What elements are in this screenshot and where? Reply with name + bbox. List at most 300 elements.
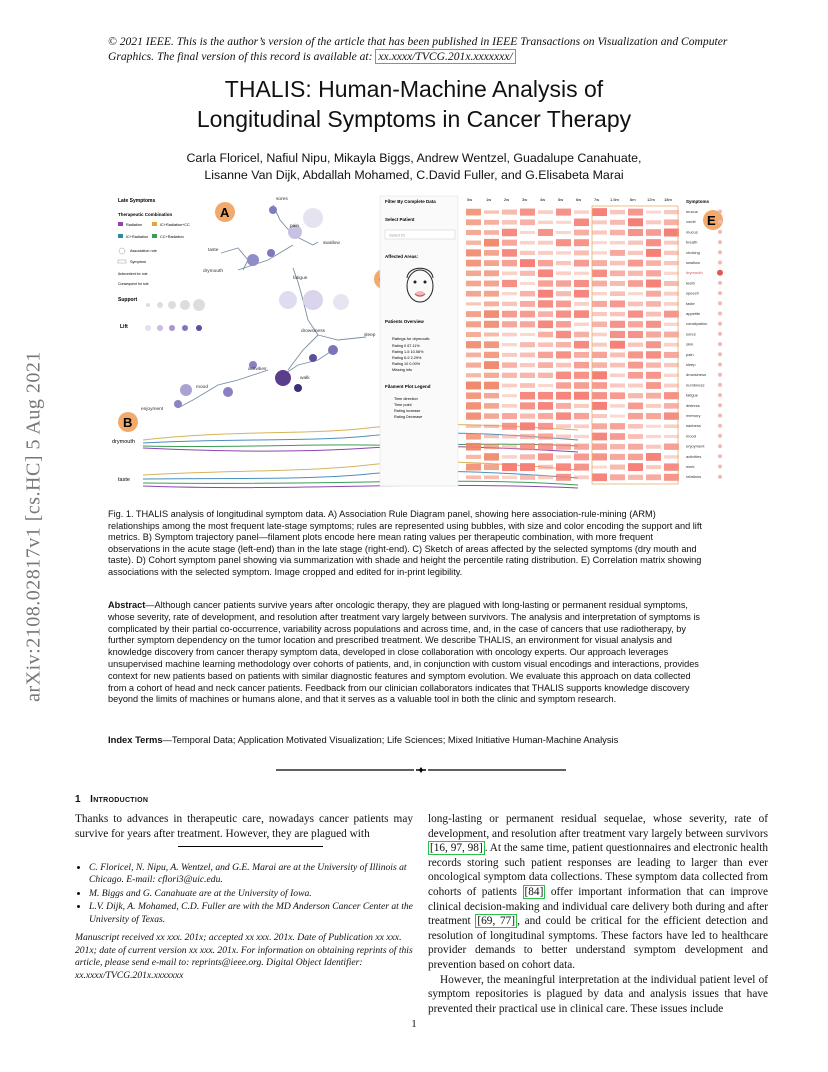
affiliation-notes xyxy=(75,862,413,927)
heatmap-cell xyxy=(610,210,625,214)
filament-time-direction: Time direction xyxy=(394,397,418,401)
correlation-dot xyxy=(717,270,723,276)
heatmap-cell xyxy=(664,332,679,338)
heatmap-cell xyxy=(556,363,571,368)
rating-10: Rating 10 0.00% xyxy=(392,362,421,366)
heatmap-cell xyxy=(484,361,499,369)
heatmap-cell xyxy=(628,310,643,317)
symptom-label[interactable]: fatigue xyxy=(686,392,699,398)
heatmap-cell xyxy=(520,321,535,327)
symptom-label[interactable]: enjoyment xyxy=(686,443,705,449)
correlation-dot xyxy=(718,301,722,305)
correlation-dot xyxy=(718,352,722,356)
symptom-label[interactable]: constipation xyxy=(686,321,708,327)
heatmap-cell xyxy=(610,352,625,357)
heatmap-cell xyxy=(628,331,643,338)
time-col: 7w xyxy=(594,197,600,202)
symptom-label[interactable]: mucus xyxy=(686,209,698,214)
heatmap-cell xyxy=(466,209,481,216)
correlation-dot xyxy=(718,475,722,479)
heatmap-cell xyxy=(502,271,517,275)
heatmap-cell xyxy=(628,280,643,287)
authors-line-1: Carla Floricel, Nafiul Nipu, Mikayla Biggs, Andrew Wentzel, Guadalupe Canahuate, xyxy=(186,151,642,165)
heatmap-cell xyxy=(466,402,481,409)
figure-caption: Fig. 1. THALIS analysis of longitudinal symptom data. A) Association Rule Diagram panel, showing here association-rule-mining (ARM) relationships among the most frequent late-stage symptoms; rules are represented using bubbles, with size and color encoding the support and lift metrics. B) Symptom trajectory panel—filament plots encode here mean rating values per therapeutic combination, with more frequent observations in the acute stage (left-end) than in the late stage (right-end). C) Sketch of areas affected by the selected symptoms (dry mouth and taste). D) Cohort symptom panel showing via summarization with shade and height the percentile rating distribution. E) Correlation matrix showing associations with the selected symptom. Image cropped and edited for in-print legibility. xyxy=(108,509,702,577)
heatmap-cell xyxy=(502,249,517,257)
heatmap-cell xyxy=(664,424,679,428)
filament-rating-decrease: Rating Decrease xyxy=(394,415,423,419)
heatmap-cell xyxy=(592,230,607,234)
heatmap-cell xyxy=(484,475,499,479)
heatmap-cell xyxy=(538,402,553,410)
heatmap-cell xyxy=(466,475,481,479)
doi-link[interactable]: xx.xxxx/TVCG.201x.xxxxxxx/ xyxy=(375,49,515,64)
heatmap-cell xyxy=(502,353,517,357)
heatmap-cell xyxy=(538,384,553,387)
lift-label: Lift xyxy=(120,324,128,330)
heatmap-cell xyxy=(502,413,517,419)
heatmap-cell xyxy=(466,373,481,377)
heatmap-cell xyxy=(484,341,499,348)
heatmap-cell xyxy=(466,271,481,277)
heatmap-cell xyxy=(466,341,481,348)
heatmap-cell xyxy=(592,362,607,368)
time-col: 4w xyxy=(540,197,546,202)
heatmap-cell xyxy=(484,260,499,266)
heatmap-cell xyxy=(556,239,571,246)
heatmap-cell xyxy=(574,435,589,438)
symptom-label[interactable]: sadness xyxy=(686,423,701,429)
heatmap-cell xyxy=(610,474,625,480)
heatmap-cell xyxy=(592,433,607,441)
heatmap-cell xyxy=(664,443,679,449)
heatmap-cell xyxy=(466,321,481,327)
heatmap-cell xyxy=(646,341,661,348)
correlation-dot xyxy=(718,383,722,387)
para-text: offer important information that can improve clinical decision-making and individual care delivery both during and after treatment xyxy=(428,885,769,928)
support-label: Support xyxy=(118,297,138,303)
affiliation-note: • M. Biggs and G. Canahuate are at the University of Iowa. xyxy=(89,888,413,900)
heatmap-cell xyxy=(592,473,607,481)
heatmap-cell xyxy=(538,433,553,439)
rating-0: Rating 0 67.11% xyxy=(392,344,420,348)
heatmap-cell xyxy=(556,455,571,458)
correlation-dot xyxy=(718,363,722,367)
symptom-label[interactable]: taste xyxy=(686,300,695,306)
symptom-label[interactable]: activities xyxy=(686,453,702,459)
heatmap-cell xyxy=(610,423,625,429)
heatmap-cell xyxy=(520,454,535,459)
heatmap-cell xyxy=(556,412,571,419)
correlation-dot xyxy=(718,261,722,265)
heatmap-cell xyxy=(538,342,553,347)
node-drowsiness: drowsiness xyxy=(301,329,325,334)
heatmap-cell xyxy=(556,221,571,224)
section-number: 1 xyxy=(75,794,81,805)
heatmap-cell xyxy=(628,229,643,236)
ratings-title: Ratings for drymouth: xyxy=(392,336,431,341)
legend-swatch-ic-rad xyxy=(118,234,123,238)
heatmap-cell xyxy=(592,322,607,327)
heatmap-cell xyxy=(538,352,553,358)
heatmap-cell xyxy=(628,454,643,460)
heatmap-cell xyxy=(646,291,661,297)
heatmap-cell xyxy=(574,392,589,400)
heatmap-cell xyxy=(484,210,499,213)
correlation-dot xyxy=(718,424,722,428)
heatmap-cell xyxy=(520,443,535,450)
heatmap-cell xyxy=(538,241,553,245)
heatmap-cell xyxy=(574,332,589,338)
heatmap-cell xyxy=(646,465,661,469)
heatmap-cell xyxy=(538,453,553,460)
heatmap-cell xyxy=(610,220,625,225)
heatmap-cell xyxy=(556,372,571,379)
heatmap-cell xyxy=(592,281,607,287)
heatmap-cell xyxy=(502,333,517,337)
symptom-label[interactable]: appetite xyxy=(686,311,701,316)
heatmap-cell xyxy=(466,260,481,267)
symptom-label[interactable]: relations xyxy=(686,474,702,480)
heatmap-cell xyxy=(610,465,625,470)
heatmap-cell xyxy=(502,229,517,237)
para-text: However, the meaningful interpretation at the individual patient level of symptom repositories is plagued by data and analysis issues that have prevented their practical use in clinical care. These issues include xyxy=(428,973,768,1015)
time-col: 12m xyxy=(647,197,655,202)
heatmap-cell xyxy=(628,271,643,276)
heatmap-cell xyxy=(610,383,625,387)
citation-link[interactable]: [84] xyxy=(524,885,544,898)
teaser-figure xyxy=(108,190,716,495)
heatmap-cell xyxy=(628,424,643,429)
heatmap-cell xyxy=(520,353,535,358)
symptoms-title: Symptoms xyxy=(686,199,710,204)
patients-overview-title: Patients Overview xyxy=(385,319,424,324)
symptom-label[interactable]: memory xyxy=(686,413,701,418)
heatmap-cell xyxy=(646,312,661,317)
heatmap-cell xyxy=(664,463,679,470)
heatmap-cell xyxy=(484,270,499,276)
heatmap-cell xyxy=(556,310,571,317)
heatmap-cell xyxy=(646,239,661,246)
heatmap-cell xyxy=(592,444,607,450)
time-col: 6m xyxy=(630,197,636,202)
heatmap-cell xyxy=(520,402,535,409)
heatmap-cell xyxy=(610,363,625,368)
copyright-notice xyxy=(108,34,738,64)
heatmap-cell xyxy=(502,423,517,430)
heatmap-cell xyxy=(556,444,571,450)
section-separator xyxy=(276,767,566,773)
heatmap-cell xyxy=(592,260,607,266)
heatmap-cell xyxy=(646,331,661,337)
footnote-rule xyxy=(178,846,323,847)
heatmap-cell xyxy=(664,261,679,265)
legend-ic-rad-cc: IC+Radiation+CC xyxy=(160,223,190,227)
node-walk: walk xyxy=(300,376,310,381)
cohort-side-panel xyxy=(380,196,458,486)
heatmap-cell xyxy=(574,454,589,461)
symptom-label[interactable]: breath xyxy=(686,239,698,245)
correlation-dot xyxy=(718,444,722,448)
symptom-label[interactable]: teeth xyxy=(686,280,695,286)
legend-cc-rad: CC+Radiation xyxy=(160,235,184,239)
heatmap-cell xyxy=(610,341,625,349)
heatmap-cell xyxy=(646,211,661,214)
heatmap-cell xyxy=(574,250,589,255)
heatmap-cell xyxy=(484,464,499,470)
section-title: Introduction xyxy=(90,794,149,805)
heatmap-cell xyxy=(592,270,607,277)
heatmap-cell xyxy=(574,219,589,227)
heatmap-cell xyxy=(574,230,589,236)
heatmap-cell xyxy=(610,331,625,338)
heatmap-cell xyxy=(646,270,661,276)
heatmap-cell xyxy=(592,371,607,379)
heatmap-cell xyxy=(574,372,589,379)
para-text: , and could be critical for the efficient detection and resolution of longitudinal symptoms. These factors have led to healthcare provider demands to better understand symptom development and prevention based on cohort data. xyxy=(428,915,768,971)
heatmap-cell xyxy=(610,230,625,236)
heatmap-cell xyxy=(610,312,625,316)
heatmap-cell xyxy=(664,412,679,419)
heatmap-cell xyxy=(574,382,589,389)
symptom-label[interactable]: vomit xyxy=(686,219,696,225)
heatmap-cell xyxy=(556,474,571,481)
heatmap-cell xyxy=(502,445,517,449)
heatmap-cell xyxy=(466,302,481,305)
heatmap-cell xyxy=(592,402,607,410)
heatmap-cell xyxy=(484,403,499,409)
heatmap-cell xyxy=(628,251,643,255)
heatmap-cell xyxy=(574,362,589,368)
heatmap-cell xyxy=(466,291,481,297)
panel-letter-e: E xyxy=(707,213,716,228)
heatmap-cell xyxy=(502,292,517,295)
heatmap-cell xyxy=(466,433,481,439)
citation-link[interactable]: [69, 77] xyxy=(477,915,516,928)
heatmap-cell xyxy=(664,455,679,458)
heatmap-cell xyxy=(538,300,553,307)
heatmap-cell xyxy=(628,463,643,471)
traj-label-taste: taste xyxy=(118,477,130,483)
heatmap-cell xyxy=(592,220,607,224)
heatmap-cell xyxy=(502,455,517,458)
heatmap-cell xyxy=(628,343,643,347)
heatmap-cell xyxy=(466,219,481,225)
heatmap-cell xyxy=(502,321,517,327)
heatmap-cell xyxy=(664,343,679,347)
filament-rating-increase: Rating increase xyxy=(394,409,421,413)
heatmap-cell xyxy=(466,455,481,459)
correlation-dot xyxy=(718,393,722,397)
panel-letter-a: A xyxy=(220,205,230,220)
index-terms-label: Index Terms xyxy=(108,734,163,745)
symptom-label[interactable]: skin xyxy=(686,341,694,347)
heatmap-cell xyxy=(628,403,643,410)
heatmap-cell xyxy=(628,292,643,295)
heatmap-cell xyxy=(484,373,499,378)
correlation-dot xyxy=(718,312,722,316)
affected-areas-label: Affected Areas: xyxy=(385,254,419,259)
title-line-1: THALIS: Human-Machine Analysis of xyxy=(224,76,604,102)
symptom-label[interactable]: numbness xyxy=(686,382,705,388)
heatmap-cell xyxy=(646,321,661,328)
heatmap-cell xyxy=(592,251,607,254)
heatmap-cell xyxy=(502,260,517,266)
heatmap-cell xyxy=(664,281,679,286)
heatmap-cell xyxy=(574,464,589,471)
heatmap-cell xyxy=(466,443,481,451)
heatmap-cell xyxy=(628,434,643,439)
heatmap-cell xyxy=(556,342,571,347)
symptom-label[interactable]: sleep xyxy=(686,362,696,367)
heatmap-cell xyxy=(520,251,535,255)
heatmap-cell xyxy=(520,271,535,276)
heatmap-cell xyxy=(538,362,553,368)
heatmap-cell xyxy=(484,321,499,328)
heatmap-cell xyxy=(484,425,499,429)
heatmap-cell xyxy=(502,311,517,318)
heatmap-cell xyxy=(628,362,643,369)
filter-title: Filter By Complete Data xyxy=(385,199,436,204)
legend-symptom: Symptom xyxy=(130,260,147,264)
node-sleep: sleep xyxy=(364,333,376,338)
heatmap-cell xyxy=(466,311,481,317)
heatmap-cell xyxy=(646,280,661,288)
heatmap-cell xyxy=(484,413,499,418)
heatmap-cell xyxy=(646,404,661,408)
heatmap-cell xyxy=(646,362,661,367)
heatmap-cell xyxy=(484,444,499,449)
heatmap-cell xyxy=(574,302,589,306)
heatmap-cell xyxy=(466,353,481,358)
heatmap-cell xyxy=(574,260,589,267)
correlation-dot xyxy=(718,220,722,224)
heatmap-cell xyxy=(466,425,481,428)
correlation-dot xyxy=(718,342,722,346)
heatmap-cell xyxy=(664,435,679,438)
heatmap-cell xyxy=(556,403,571,409)
heatmap-cell xyxy=(520,434,535,439)
heatmap-cell xyxy=(574,210,589,214)
heatmap-cell xyxy=(520,301,535,307)
heatmap-cell xyxy=(466,281,481,287)
symptom-label[interactable]: swallow xyxy=(686,260,701,265)
time-col: 5w xyxy=(558,197,564,202)
heatmap-cell xyxy=(628,393,643,398)
heatmap-cell xyxy=(520,259,535,267)
heatmap-cell xyxy=(502,240,517,246)
heatmap-cell xyxy=(592,333,607,337)
heatmap-cell xyxy=(502,384,517,388)
correlation-dot xyxy=(718,403,722,407)
manuscript-info: Manuscript received xx xxx. 201x; accepted xx xxx. 201x. Date of Publication xx xxx. 201x; date of current version xx xxx. 201x. For information on obtaining reprints of this article, please send e-mail to: reprints@ieee.org. Digital Object Identifier: xx.xxxx/TVCG.201x.xxxxxxx xyxy=(75,932,413,981)
heatmap-cell xyxy=(538,290,553,298)
heatmap-cell xyxy=(628,444,643,450)
heatmap-cell xyxy=(628,475,643,480)
heatmap-cell xyxy=(610,404,625,407)
symptom-label[interactable]: sores xyxy=(686,331,696,337)
heatmap-cell xyxy=(574,444,589,450)
authors-line-2: Lisanne Van Dijk, Abdallah Mohamed, C.David Fuller, and G.Elisabeta Marai xyxy=(204,168,624,182)
heatmap-cell xyxy=(538,210,553,214)
heatmap-cell xyxy=(610,291,625,296)
heatmap-cell xyxy=(556,251,571,254)
heatmap-cell xyxy=(556,261,571,265)
heatmap-cell xyxy=(520,422,535,430)
heatmap-cell xyxy=(664,352,679,358)
heatmap-cell xyxy=(556,331,571,338)
abstract-label: Abstract xyxy=(108,600,146,610)
heatmap-cell xyxy=(538,373,553,378)
traj-label-drymouth: drymouth xyxy=(112,439,135,445)
symptom-label[interactable]: drymouth xyxy=(686,270,703,276)
heatmap-cell xyxy=(646,382,661,389)
symptom-label[interactable]: work xyxy=(686,464,695,469)
heatmap-cell xyxy=(574,280,589,287)
symptom-list xyxy=(686,199,723,479)
correlation-dot xyxy=(718,465,722,469)
correlation-dot xyxy=(718,210,722,214)
symptom-label[interactable]: pain xyxy=(686,351,694,357)
heatmap-cell xyxy=(538,280,553,286)
symptom-label[interactable]: distress xyxy=(686,402,700,408)
symptom-label[interactable]: speech xyxy=(686,290,699,296)
heatmap-cell xyxy=(574,290,589,298)
heatmap-cell xyxy=(628,372,643,379)
heatmap-cell xyxy=(520,463,535,471)
para-text: long-lasting or permanent residual sequelae, whose severity, rate of development, and resolution after treatment vary largely between survivors xyxy=(428,813,768,840)
heatmap-cell xyxy=(592,301,607,307)
affiliation-note: • C. Floricel, N. Nipu, A. Wentzel, and G.E. Marai are at the University of Illinois at Chicago. E-mail: cflori3@uic.edu. xyxy=(89,862,413,887)
heatmap-cell xyxy=(574,404,589,408)
heatmap-cell xyxy=(556,434,571,438)
citation-link[interactable]: [16, 97, 98] xyxy=(430,842,483,855)
heatmap-cell xyxy=(646,445,661,449)
heatmap-cell xyxy=(664,403,679,409)
symptom-label[interactable]: drowsiness xyxy=(686,372,707,378)
heatmap-cell xyxy=(646,220,661,224)
heatmap-cell xyxy=(592,352,607,358)
correlation-dot xyxy=(718,322,722,326)
heatmap-cell xyxy=(610,415,625,418)
heatmap-cell xyxy=(502,404,517,408)
correlation-dot xyxy=(718,434,722,438)
heatmap-cell xyxy=(466,412,481,419)
symptom-label[interactable]: choking xyxy=(686,249,700,255)
affiliation-note: • L.V. Dijk, A. Mohamed, C.D. Fuller are with the MD Anderson Cancer Center at the University of Texas. xyxy=(89,901,413,926)
heatmap-cell xyxy=(664,251,679,255)
arm-title: Late Symptoms xyxy=(118,198,156,204)
heatmap-cell xyxy=(484,281,499,287)
node-swallow: swallow xyxy=(323,241,340,246)
heatmap-cell xyxy=(520,282,535,285)
heatmap-cell xyxy=(520,333,535,336)
correlation-dot xyxy=(718,454,722,458)
heatmap-cell xyxy=(628,384,643,388)
heatmap-cell xyxy=(610,281,625,286)
symptom-label[interactable]: mood xyxy=(686,433,697,439)
author-list xyxy=(0,150,828,184)
time-col: 1.5m xyxy=(610,197,619,202)
heatmap-cell xyxy=(484,301,499,306)
heatmap-cell xyxy=(520,363,535,367)
heatmap-cell xyxy=(574,272,589,275)
heatmap-cell xyxy=(646,393,661,399)
correlation-dot xyxy=(718,230,722,234)
heatmap-cell xyxy=(574,341,589,349)
heatmap-cell xyxy=(610,454,625,460)
symptom-label[interactable]: mucus xyxy=(686,229,698,235)
